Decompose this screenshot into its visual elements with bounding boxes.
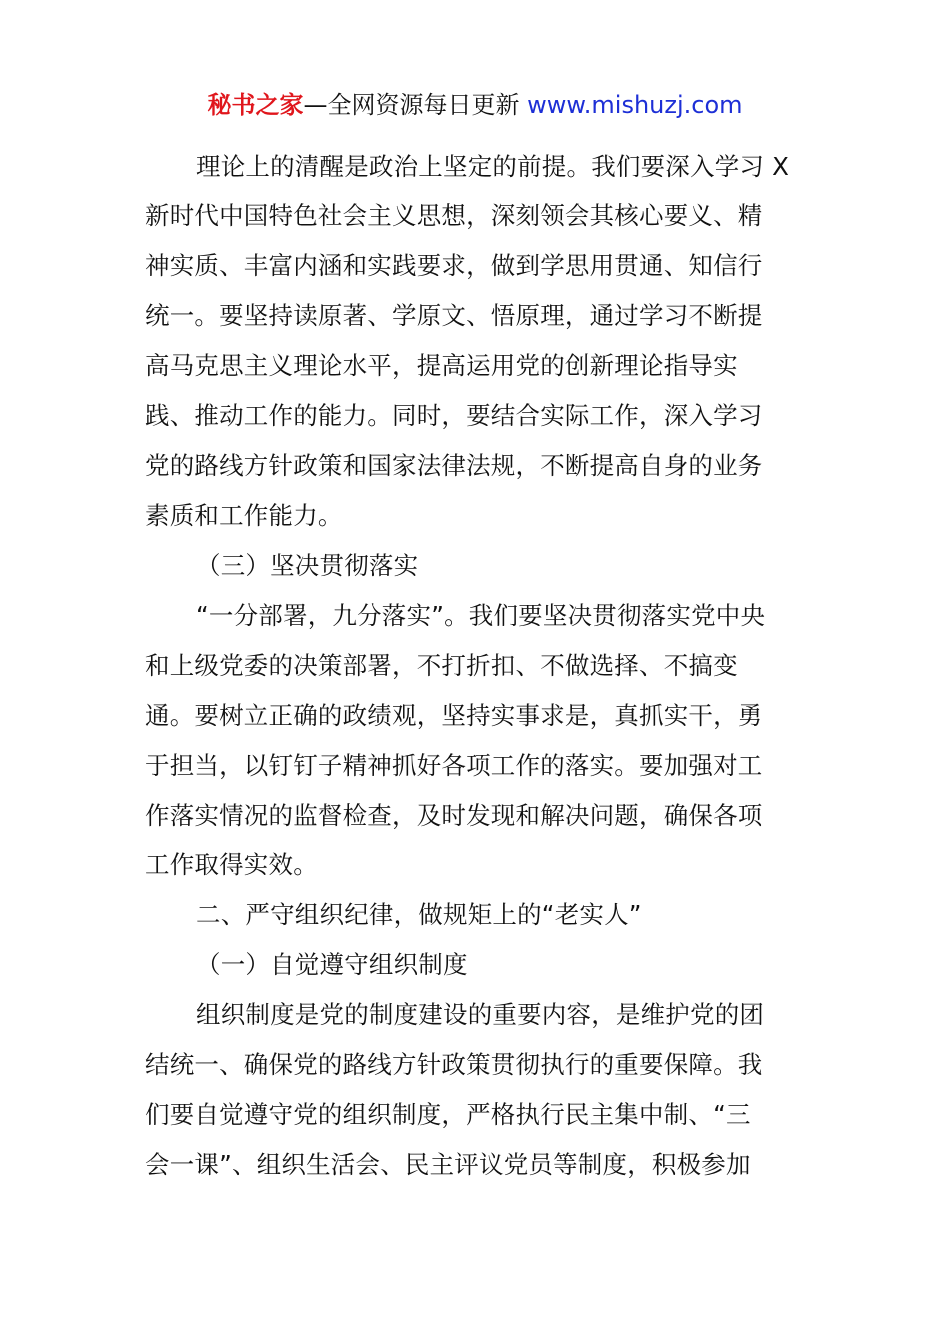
text-line: 通。要树立正确的政绩观，坚持实事求是，真抓实干，勇 (145, 701, 763, 730)
text-line: 新时代中国特色社会主义思想，深刻领会其核心要义、精 (145, 201, 763, 230)
text-line: 们要自觉遵守党的组织制度，严格执行民主集中制、“三 (145, 1100, 751, 1129)
text-line: 作落实情况的监督检查，及时发现和解决问题，确保各项 (145, 801, 763, 830)
text-line: 神实质、丰富内涵和实践要求，做到学思用贯通、知信行 (145, 251, 763, 280)
page-header (0, 88, 950, 122)
text-line: 和上级党委的决策部署，不打折扣、不做选择、不搞变 (145, 651, 738, 680)
text-line: 理论上的清醒是政治上坚定的前提。我们要深入学习 X (196, 152, 790, 181)
text-line: 组织制度是党的制度建设的重要内容，是维护党的团 (196, 1000, 765, 1029)
site-url: www.mishuzj.com (527, 91, 743, 119)
text-line: 统一。要坚持读原著、学原文、悟原理，通过学习不断提 (145, 301, 763, 330)
text-line: 践、推动工作的能力。同时，要结合实际工作，深入学习 (145, 401, 763, 430)
text-line: 素质和工作能力。 (145, 501, 343, 530)
text-line: 于担当，以钉钉子精神抓好各项工作的落实。要加强对工 (145, 751, 763, 780)
brand-name: 秘书之家 (207, 91, 304, 119)
section-heading: （三）坚决贯彻落实 (196, 551, 419, 580)
text-line: 工作取得实效。 (145, 850, 318, 879)
chapter-heading: 二、严守组织纪律，做规矩上的“老实人” (196, 900, 642, 929)
text-line: 党的路线方针政策和国家法律法规，不断提高自身的业务 (145, 451, 763, 480)
text-line: 结统一、确保党的路线方针政策贯彻执行的重要保障。我 (145, 1050, 763, 1079)
header-tagline: —全网资源每日更新 (303, 91, 528, 119)
text-line: “一分部署，九分落实”。我们要坚决贯彻落实党中央 (196, 601, 766, 630)
text-line: 高马克思主义理论水平，提高运用党的创新理论指导实 (145, 351, 738, 380)
section-heading: （一）自觉遵守组织制度 (196, 950, 468, 979)
text-line: 会一课”、组织生活会、民主评议党员等制度，积极参加 (145, 1150, 751, 1179)
